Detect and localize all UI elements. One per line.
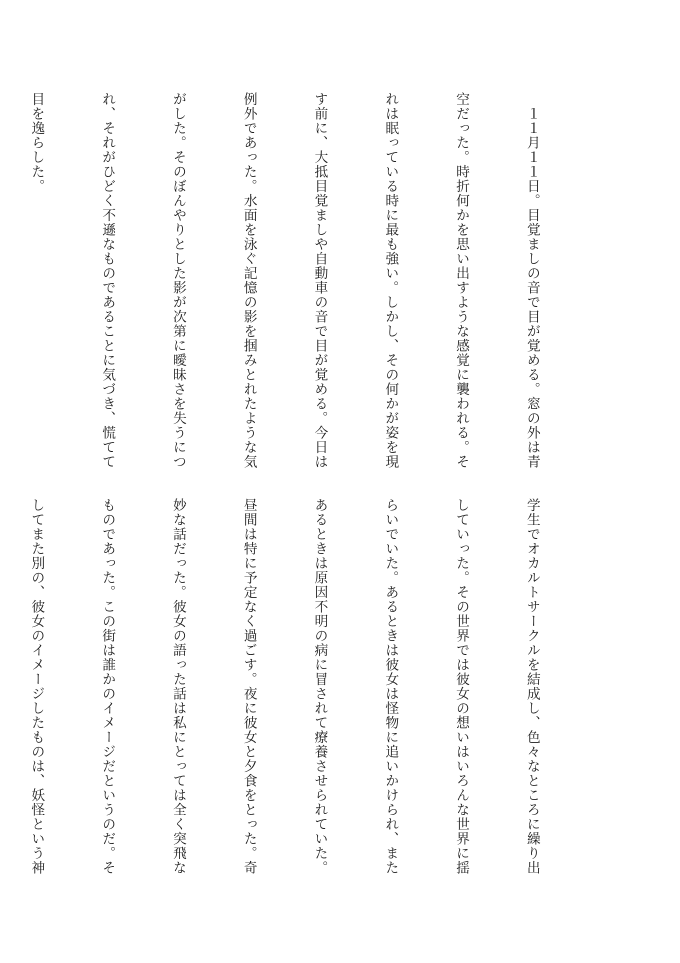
text-line: れ、それがひどく不遜なものであることに気づき、慌てて xyxy=(99,92,116,469)
text-line: １１月１１日。目覚ましの音で目が覚める。窓の外は青 xyxy=(523,92,540,469)
text-line: してまた別の、彼女のイメージしたものは、妖怪という神 xyxy=(28,498,45,875)
text-line: ものであった。この街は誰かのイメージだというのだ。そ xyxy=(99,498,116,875)
text-line: がした。そのぼんやりとした影が次第に曖昧さを失うにつ xyxy=(169,92,186,469)
bottom-text-block xyxy=(28,498,590,903)
text-line: す前に、大抵目覚ましや自動車の音で目が覚める。今日は xyxy=(311,92,328,469)
text-line: していった。その世界では彼女の想いはいろんな世界に揺 xyxy=(453,498,470,875)
text-line: れは眠っている時に最も強い。しかし、その何かが姿を現 xyxy=(382,92,399,469)
text-line: らいでいた。あるときは彼女は怪物に追いかけられ、また xyxy=(382,498,399,875)
top-text-block xyxy=(28,92,590,482)
text-line: 目を逸らした。 xyxy=(28,92,45,194)
text-line: 空だった。時折何かを思い出すような感覚に襲われる。そ xyxy=(453,92,470,469)
text-line: 妙な話だった。彼女の語った話は私にとっては全く突飛な xyxy=(169,498,186,875)
text-line: 例外であった。水面を泳ぐ記憶の影を掴みとれたような気 xyxy=(240,92,257,469)
text-line: 昼間は特に予定なく過ごす。夜に彼女と夕食をとった。奇 xyxy=(240,498,257,875)
text-line: 学生でオカルトサークルを結成し、色々なところに繰り出 xyxy=(523,498,540,875)
text-line: あるときは原因不明の病に冒されて療養させられていた。 xyxy=(311,498,328,875)
